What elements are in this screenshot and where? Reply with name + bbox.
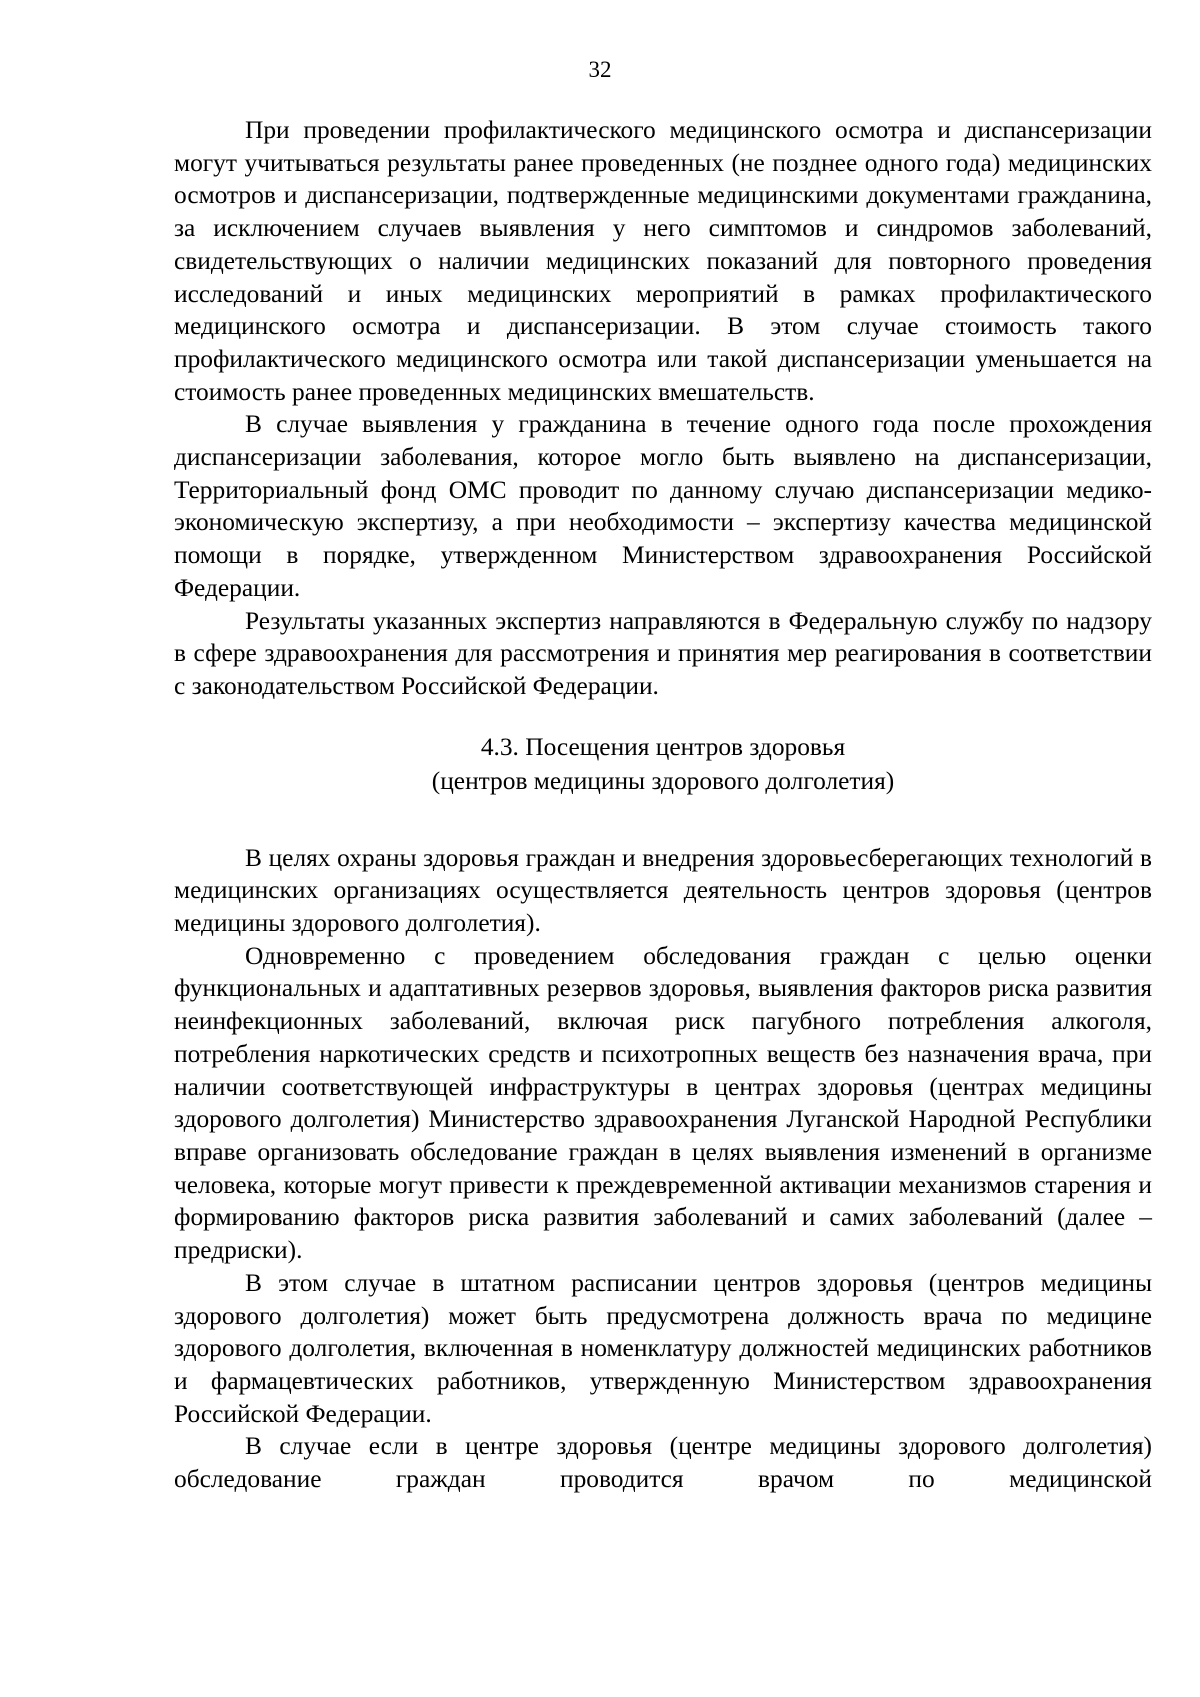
- paragraph: В случае выявления у гражданина в течение одного года после прохождения диспансеризации заболевания, которое могло быть выявлено на диспансеризации, Территориальный фонд ОМС проводит по данному случаю диспансеризации медико-экономическую экспертизу, а при необходимости – экспертизу качества медицинской помощи в порядке, утвержденном Министерством здравоохранения Российской Федерации.: [174, 410, 1152, 602]
- paragraph: В случае если в центре здоровья (центре медицины здорового долголетия) обследование граждан проводится врачом по медицинской: [174, 1432, 1152, 1494]
- paragraph: В этом случае в штатном расписании центров здоровья (центров медицины здорового долголетия) может быть предусмотрена должность врача по медицине здорового долголетия, включенная в номенклатуру должностей медицинских работников и фармацевтических работников, утвержденную Министерством здравоохранения Российской Федерации.: [174, 1268, 1152, 1428]
- paragraph: Результаты указанных экспертиз направляются в Федеральную службу по надзору в сфере здравоохранения для рассмотрения и принятия мер реагирования в соответствии с законодательством Российской Федерации.: [174, 606, 1152, 700]
- section-heading: [174, 730, 1152, 798]
- section-heading-line-2: (центров медицины здорового долголетия): [431, 766, 895, 795]
- paragraph: Одновременно с проведением обследования граждан с целью оценки функциональных и адаптативных резервов здоровья, выявления факторов риска развития неинфекционных заболеваний, включая риск пагубного потребления алкоголя, потребления наркотических средств и психотропных веществ без назначения врача, при наличии соответствующей инфраструктуры в центрах здоровья (центрах медицины здорового долголетия) Министерство здравоохранения Луганской Народной Республики вправе организовать обследование граждан в целях выявления изменений в организме человека, которые могут привести к преждевременной активации механизмов старения и формированию факторов риска развития заболеваний и самих заболеваний (далее – предриски).: [174, 941, 1152, 1265]
- paragraph: В целях охраны здоровья граждан и внедрения здоровьесберегающих технологий в медицинских организациях осуществляется деятельность центров здоровья (центров медицины здорового долголетия).: [174, 843, 1152, 938]
- paragraph: При проведении профилактического медицинского осмотра и диспансеризации могут учитываться результаты ранее проведенных (не позднее одного года) медицинских осмотров и диспансеризации, подтвержденные медицинскими документами гражданина, за исключением случаев выявления у него симптомов и синдромов заболеваний, свидетельствующих о наличии медицинских показаний для повторного проведения исследований и иных медицинских мероприятий в рамках профилактического медицинского осмотра и диспансеризации. В этом случае стоимость такого профилактического медицинского осмотра или такой диспансеризации уменьшается на стоимость ранее проведенных медицинских вмешательств.: [174, 116, 1152, 406]
- document-body: [174, 114, 1152, 1496]
- section-heading-line-1: 4.3. Посещения центров здоровья: [480, 732, 846, 761]
- page-number: 32: [588, 57, 612, 82]
